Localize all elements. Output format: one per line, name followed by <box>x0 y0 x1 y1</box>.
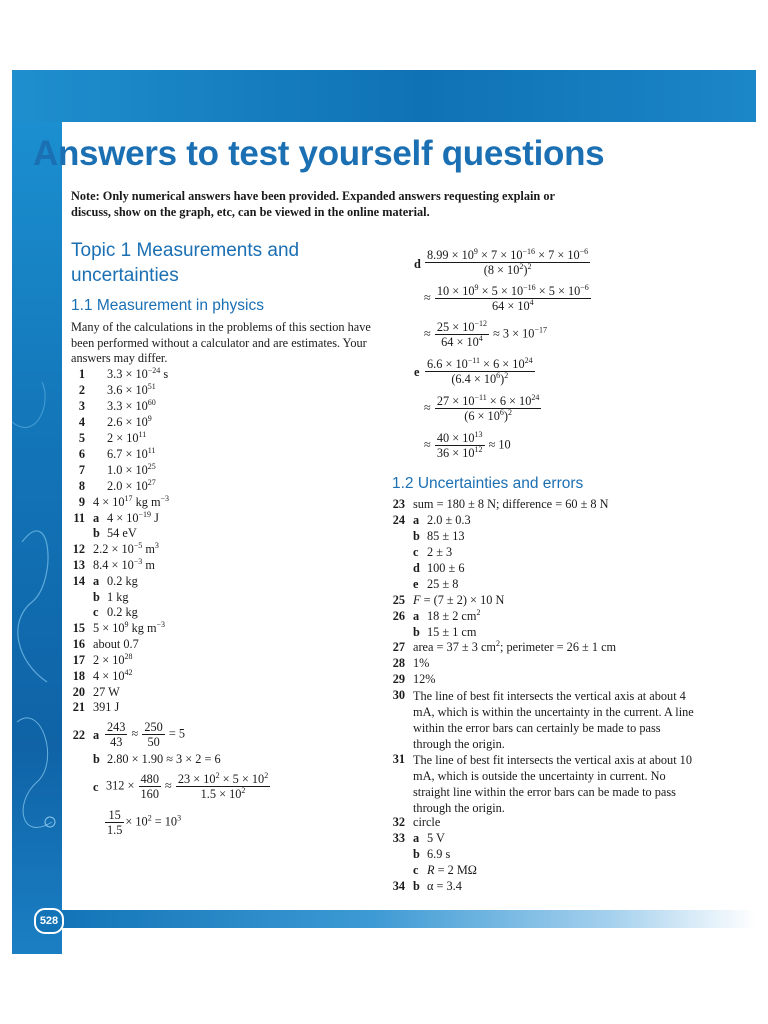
top-banner <box>12 70 756 122</box>
topic-heading: Topic 1 Measurements and uncertainties <box>71 240 300 286</box>
equation-22c-result: $\frac{15}{1.5}$ × $10^2 = 10^3$ <box>107 808 182 837</box>
equation-e2: ≈ $\frac{27 \times 10^{-11} \times 6 \times 10^{24}}{(6 \times 10^6)^2}$ <box>424 393 540 423</box>
label-e: e <box>414 365 420 379</box>
label-d: d <box>414 257 421 271</box>
corner-curve <box>12 70 72 130</box>
equation-22c: 312 × $\frac{480}{160}$ ≈ $\frac{23 \times 10^2 \times 5 \times 10^2}{1.5 \times 10^2}$ <box>106 771 269 801</box>
left-banner <box>12 122 62 954</box>
equation-22a: $\frac{243}{43}$ ≈ $\frac{250}{50}$ = 5 <box>107 720 186 749</box>
equation-d2: ≈ $\frac{10 \times 10^9 \times 5 \times 10^{-16} \times 5 \times 10^{-6}}{64 \times 10^4}$ <box>424 283 589 313</box>
page-number: 528 <box>34 908 64 934</box>
page-title: Answers to test yourself questions <box>33 134 605 173</box>
section-1-1-heading: 1.1 Measurement in physics <box>71 297 264 314</box>
section-1-1-intro: Many of the calculations in the problems of this section have been performed without a calculator and are estimates. Your answers may differ. <box>71 320 371 366</box>
footer-band <box>58 910 756 928</box>
equation-d1: $\frac{8.99 \times 10^9 \times 7 \times 10^{-16} \times 7 \times 10^{-6}}{(8 \times 10^2)^2}$ <box>427 247 589 277</box>
equation-e1: $\frac{6.6 \times 10^{-11} \times 6 \times 10^{24}}{(6.4 \times 10^6)^2}$ <box>427 356 533 386</box>
equation-e3: ≈ $\frac{40 \times 10^{13}}{36 \times 10^{12}}$ ≈ 10 <box>424 430 511 460</box>
note-text: Note: Only numerical answers have been provided. Expanded answers requesting explain or discuss, show on the graph, etc, can be viewed in the online material. <box>71 189 555 219</box>
equation-d3: ≈ $\frac{25 \times 10^{-12}}{64 \times 10^4}$ ≈ $3 \times 10^{-17}$ <box>424 319 547 349</box>
section-1-2-heading: 1.2 Uncertainties and errors <box>392 475 584 492</box>
swirl-decoration-icon <box>12 122 62 954</box>
